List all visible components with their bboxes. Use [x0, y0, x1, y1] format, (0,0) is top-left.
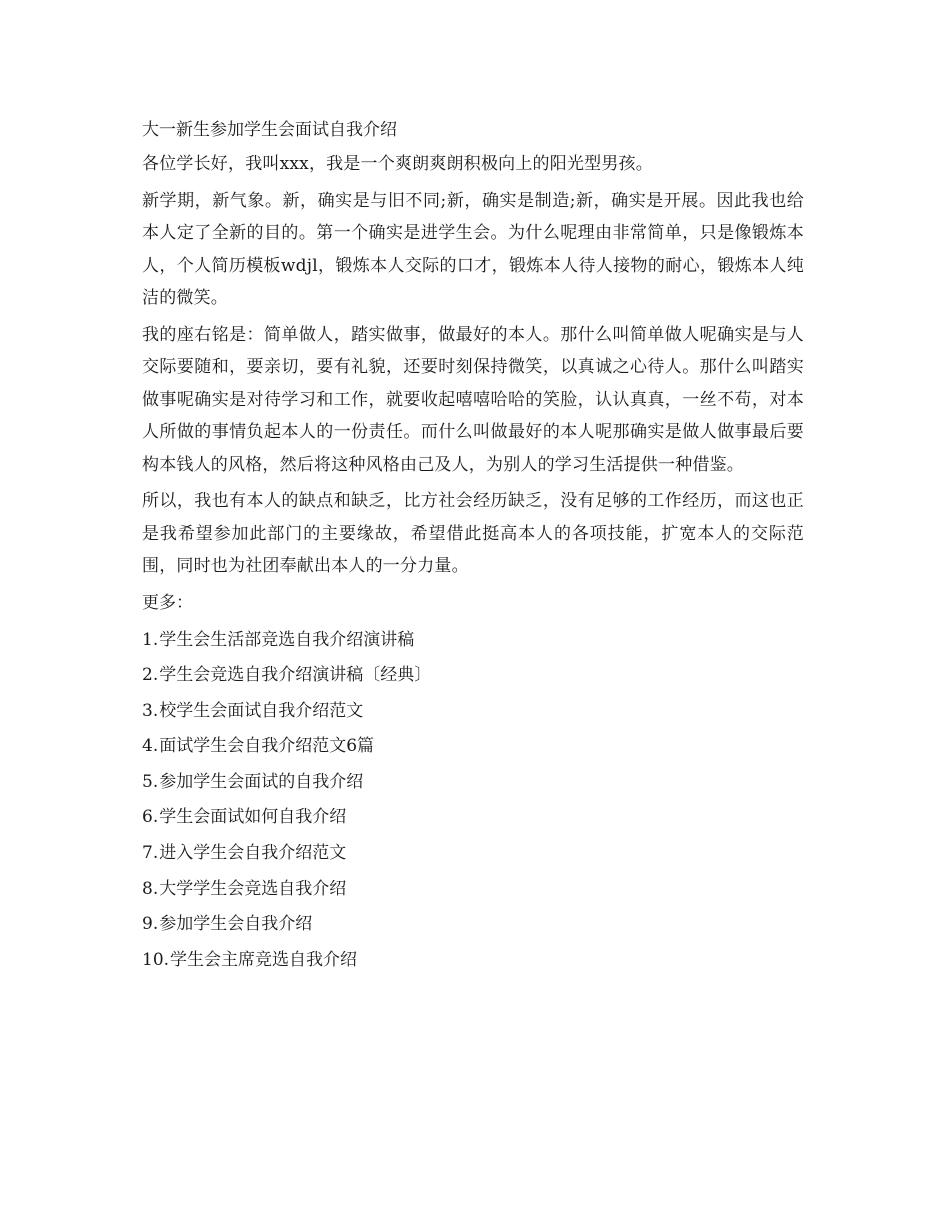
- more-link-item[interactable]: [142, 836, 804, 872]
- more-link-item[interactable]: [142, 872, 804, 908]
- paragraph-greeting: 各位学长好，我叫xxx，我是一个爽朗爽朗积极向上的阳光型男孩。: [142, 154, 653, 174]
- link-number: 1.: [142, 629, 159, 650]
- link-number: 9.: [142, 914, 159, 935]
- more-link-item[interactable]: [142, 765, 804, 801]
- document-page: [142, 116, 804, 978]
- link-number: 2.: [142, 665, 159, 686]
- more-label: 更多：: [142, 592, 193, 613]
- more-link-item[interactable]: [142, 800, 804, 836]
- link-number: 8.: [142, 878, 159, 899]
- link-number: 5.: [142, 771, 159, 792]
- link-text[interactable]: 校学生会面试自我介绍范文: [159, 700, 364, 721]
- link-number: 6.: [142, 807, 159, 828]
- link-text[interactable]: 进入学生会自我介绍范文: [159, 843, 347, 864]
- link-number: 4.: [142, 736, 159, 757]
- more-links-list: [142, 623, 804, 979]
- link-text[interactable]: 参加学生会面试的自我介绍: [159, 771, 364, 792]
- more-link-item[interactable]: [142, 658, 804, 694]
- link-text[interactable]: 学生会面试如何自我介绍: [159, 807, 347, 828]
- more-link-item[interactable]: [142, 907, 804, 943]
- link-text[interactable]: 大学学生会竞选自我介绍: [159, 878, 347, 899]
- paragraph-motto: 我的座右铭是：简单做人，踏实做事，做最好的本人。那什么叫简单做人呢确实是与人交际要随和，要亲切，要有礼貌，还要时刻保持微笑，以真诚之心待人。那什么叫踏实做事呢确实是对待学习和工作，就要收起嘻嘻哈哈的笑脸，认认真真，一丝不苟，对本人所做的事情负起本人的一份责任。而什么叫做最好的本人呢那确实是做人做事最后要构本钱人的风格，然后将这种风格由己及人，为别人的学习生活提供一种借鉴。: [142, 324, 804, 475]
- more-link-item[interactable]: [142, 729, 804, 765]
- link-text[interactable]: 参加学生会自我介绍: [159, 914, 313, 935]
- more-link-item[interactable]: [142, 623, 804, 659]
- link-text[interactable]: 学生会主席竞选自我介绍: [170, 949, 358, 970]
- link-text[interactable]: 面试学生会自我介绍范文6篇: [159, 736, 375, 757]
- document-title: 大一新生参加学生会面试自我介绍: [142, 120, 397, 140]
- paragraph-shortcomings: 所以，我也有本人的缺点和缺乏，比方社会经历缺乏，没有足够的工作经历，而这也正是我希望参加此部门的主要缘故，希望借此挺高本人的各项技能，扩宽本人的交际范围，同时也为社团奉献出本人的一分力量。: [142, 491, 804, 576]
- more-link-item[interactable]: [142, 694, 804, 730]
- link-text[interactable]: 学生会竞选自我介绍演讲稿〔经典〕: [159, 665, 432, 686]
- link-number: 3.: [142, 700, 159, 721]
- link-number: 10.: [142, 949, 170, 970]
- more-link-item[interactable]: [142, 943, 804, 979]
- link-text[interactable]: 学生会生活部竞选自我介绍演讲稿: [159, 629, 415, 650]
- link-number: 7.: [142, 843, 159, 864]
- paragraph-new-semester: 新学期，新气象。新，确实是与旧不同;新，确实是制造;新，确实是开展。因此我也给本人定了全新的目的。第一个确实是进学生会。为什么呢理由非常简单，只是像锻炼本人，个人简历模板wdjl，锻炼本人交际的口才，锻炼本人待人接物的耐心，锻炼本人纯洁的微笑。: [142, 190, 804, 308]
